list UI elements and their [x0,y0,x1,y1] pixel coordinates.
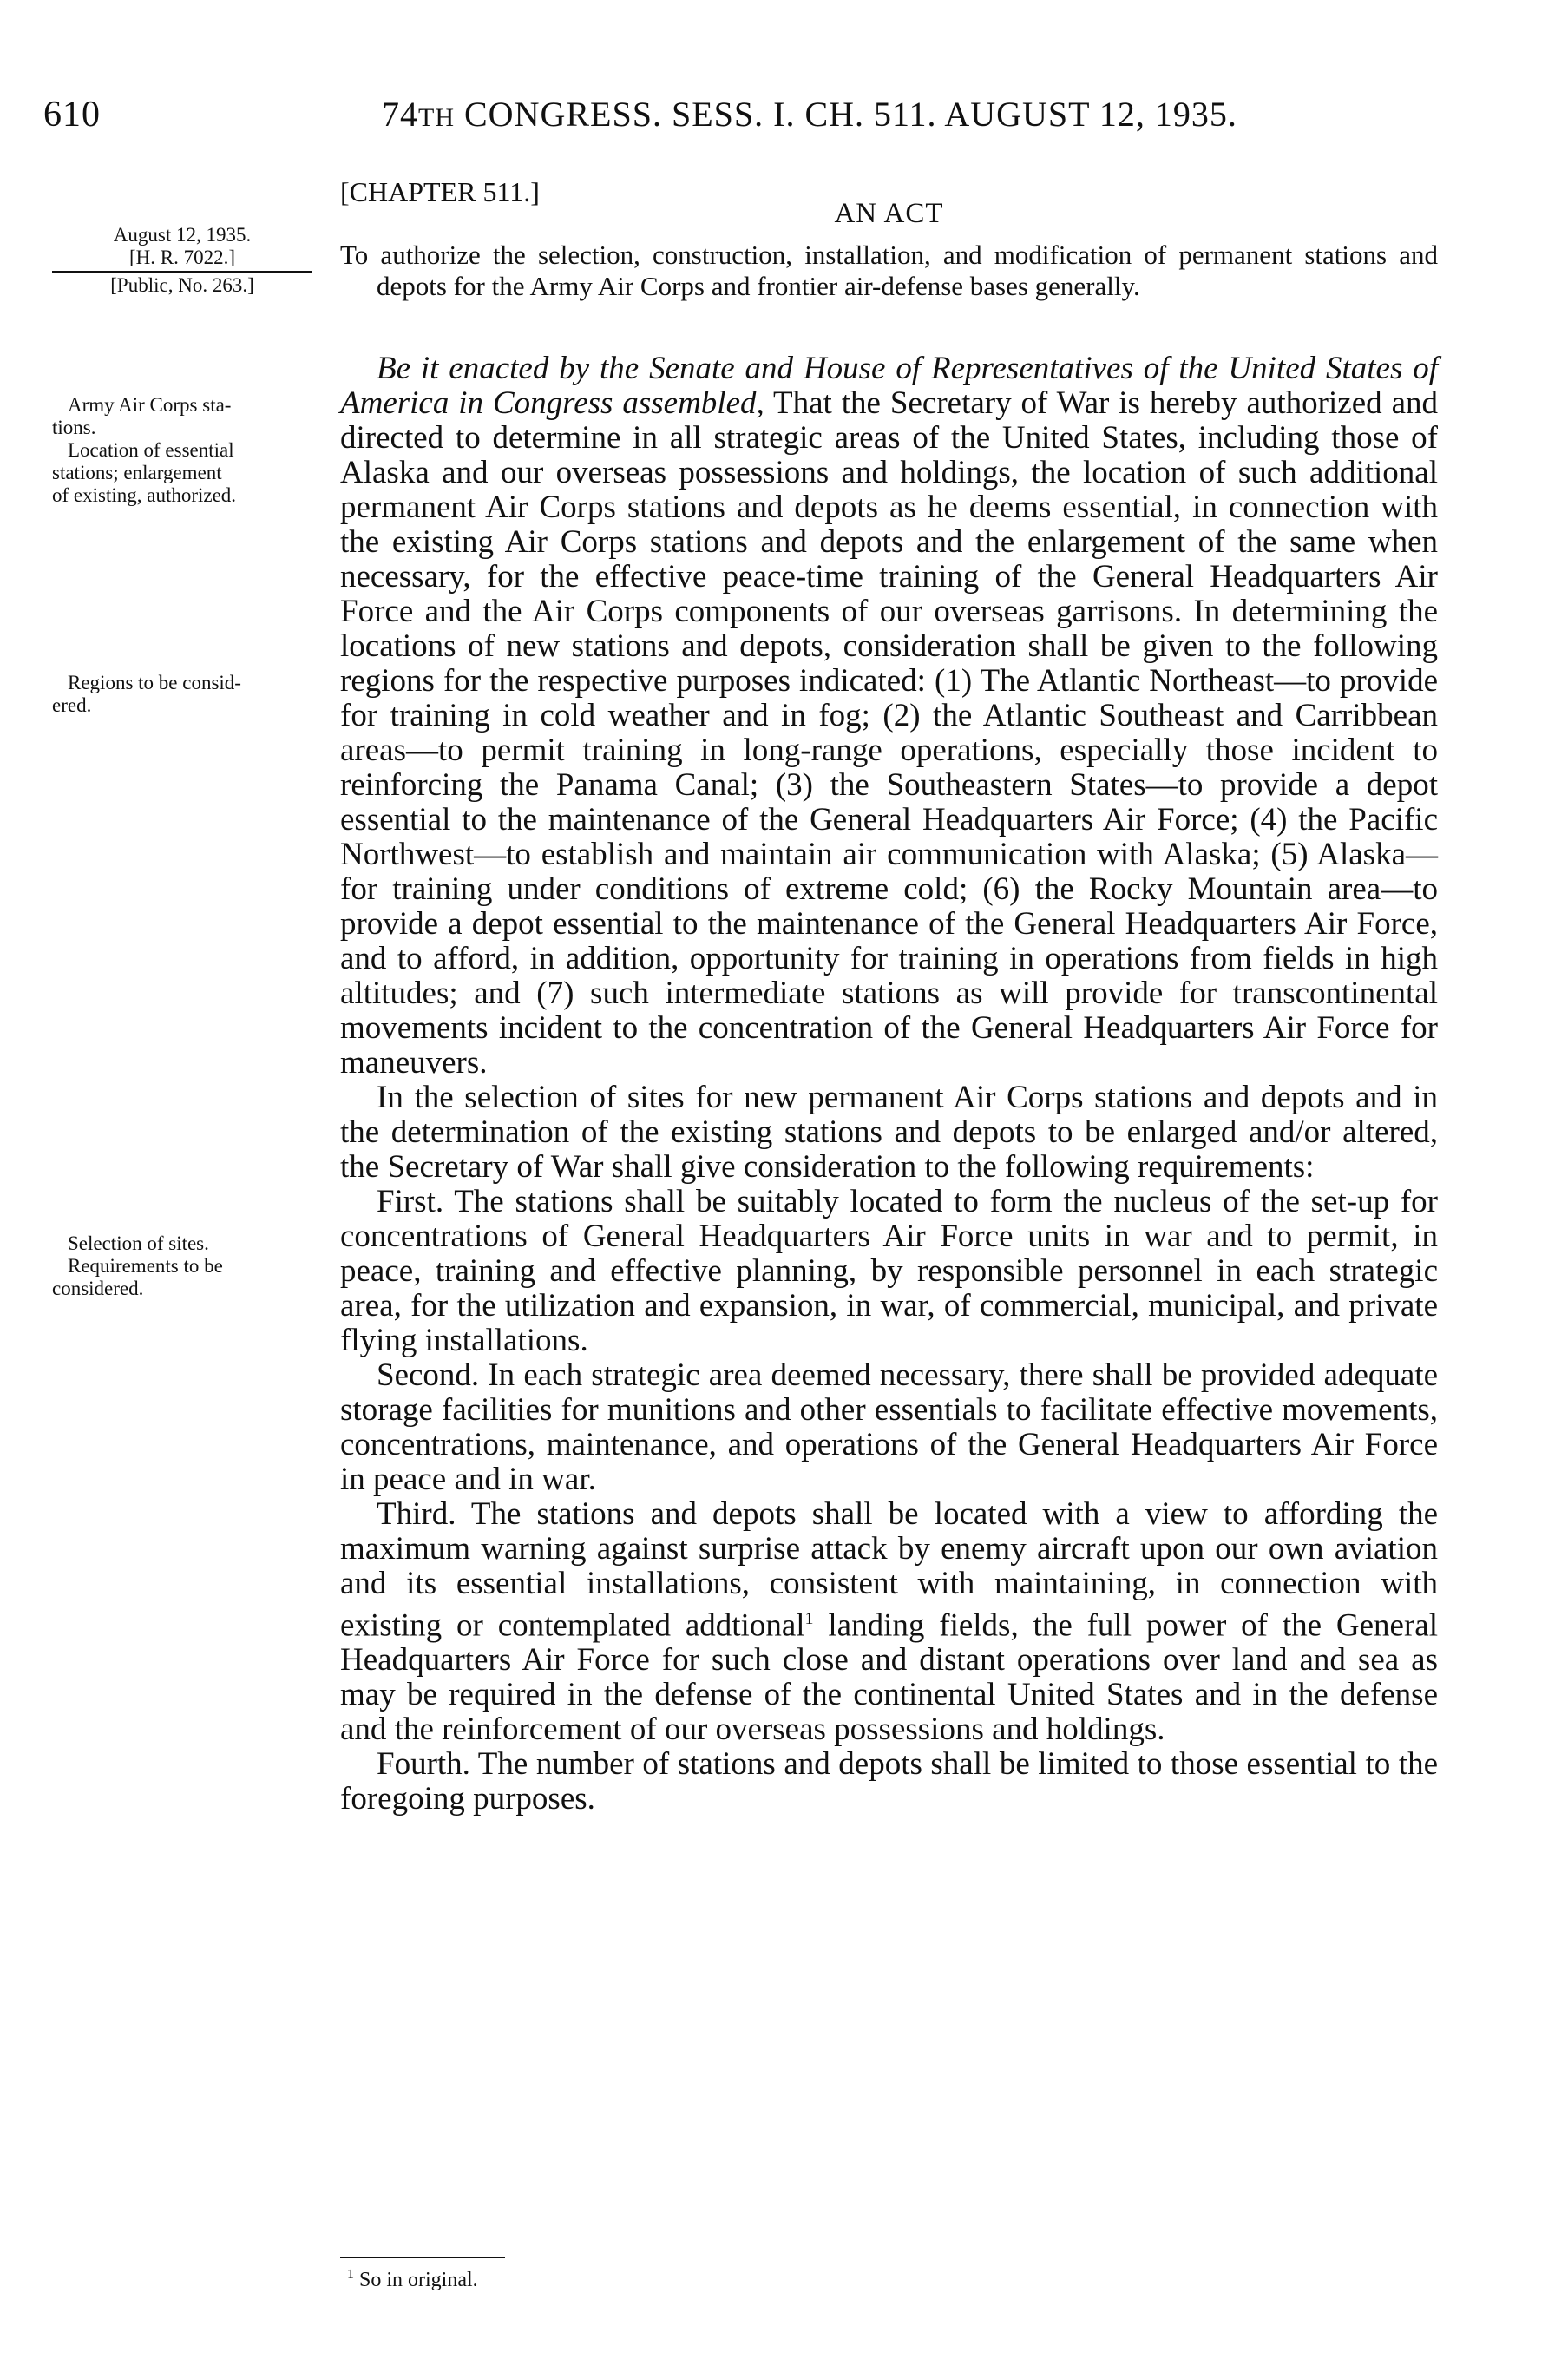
purpose-text: To authorize the selection, construction, installation, and modification of permanent stations and depots for the Army Air Corps and frontier air-defense bases generally. [340,240,1438,301]
margin-date: August 12, 1935. [113,224,252,246]
paragraph-third [340,1497,1438,1747]
footnote [347,2267,478,2292]
margin-location-line2: stations; enlargement [52,462,222,483]
running-head-text: CONGRESS. SESS. I. CH. 511. AUGUST 12, 1935. [455,95,1237,134]
margin-selection: Selection of sites. [68,1232,209,1254]
paragraph-second: Second. In each strategic area deemed necessary, there shall be provided adequate storage facilities for munitions and other essentials to facilitate effective movements, concentrations, maintenance, and operations of the General Headquarters Air Force in peace and in war. [340,1357,1438,1497]
page-number: 610 [43,95,101,135]
footnote-reference: 1 [804,1609,814,1628]
congress-number: 74 [382,95,418,134]
margin-location-line3: of existing, authorized. [52,484,237,506]
paragraph-third-part2: landing fields, the full power of the General Headquarters Air Force for such close and distant operations over land and sea as may be required in the defense of the continental United States and in the defense and the reinforcement of our overseas possessions and holdings. [340,1607,1438,1748]
margin-location-line1: Location of essential [68,439,234,461]
running-header [0,94,1568,146]
margin-stations-line1: Army Air Corps sta- [68,394,232,416]
margin-requirements-line2: considered. [52,1278,144,1299]
paragraph-1-text: That the Secretary of War is hereby authorized and directed to determine in all strategic areas of the United States, including those of Alaska and our overseas possessions and holdings, the location of such additional permanent Air Corps stations and depots as he deems essential, in connection with the existing Air Corps stations and depots and the enlargement of the same when necessary, for the effective peace-time training of the General Headquarters Air Force and the Air Corps components of our overseas garrisons. In determining the locations of new stations and depots, consideration shall be given to the following regions for the respective purposes indicated: (1) The Atlantic Northeast—to provide for training in cold weather and in fog; (2) the Atlantic Southeast and Carribbean areas—to permit training in long-range operations, especially those incident to reinforcing the Panama Canal; (3) the Southeastern States—to provide a depot essential to the maintenance of the General Headquarters Air Force; (4) the Pacific Northwest—to establish and maintain air communication with Alaska; (5) Alaska—for training under conditions of extreme cold; (6) the Rocky Mountain area—to provide a depot essential to the maintenance of the General Headquarters Air Force, and to afford, in addition, opportunity for training in operations from fields in high altitudes; and (7) such intermediate stations as will provide for transcontinental movements incident to the concentration of the General Headquarters Air Force for maneuvers. [340,385,1438,1081]
act-body [340,352,1438,1817]
margin-requirements-line1: Requirements to be [68,1255,223,1277]
margin-stations-line2: tions. [52,417,96,438]
paragraph-site-selection: In the selection of sites for new permanent Air Corps stations and depots and in the determination of the existing stations and depots to be enlarged and/or altered, the Secretary of War shall give consideration to the following requirements: [340,1080,1438,1185]
paragraph-first: First. The stations shall be suitably located to form the nucleus of the set-up for concentrations of General Headquarters Air Force units in war and to permit, in peace, training and effective planning, by responsible personnel in each strategic area, for the utilization and expansion, in war, of commercial, municipal, and private flying installations. [340,1184,1438,1358]
running-head [382,94,1237,135]
margin-note-selection [52,1232,312,1300]
margin-note-stations [52,394,312,507]
paragraph-fourth: Fourth. The number of stations and depots shall be limited to those essential to the foregoing purposes. [340,1746,1438,1817]
footnote-text: So in original. [354,2269,478,2291]
chapter-number: [CHAPTER 511.] [340,176,540,207]
margin-bill-number: [H. R. 7022.] [128,246,236,268]
footnote-divider [340,2257,505,2258]
footnote-mark: 1 [347,2267,354,2282]
act-title: AN ACT [834,198,944,229]
paragraph-enacting [340,352,1438,1081]
margin-regions-line2: ered. [52,694,92,716]
margin-rule [52,271,312,273]
margin-note-bill-info [52,224,312,297]
act-purpose [340,240,1438,302]
margin-note-regions [52,672,312,717]
paragraph-third-part1: Third. The stations and depots shall be located with a view to affording the maximum warning against surprise attack by enemy aircraft upon our own aviation and its essential installations, consistent with maintaining, in connection with existing or contemplated addtional [340,1496,1438,1644]
congress-ordinal: TH [418,103,455,132]
margin-public-law: [Public, No. 263.] [110,274,254,296]
enacting-clause: Be it enacted by the Senate and House of Representatives of the United States of America in Congress assembled, [340,351,1438,421]
margin-regions-line1: Regions to be consid- [68,672,241,693]
